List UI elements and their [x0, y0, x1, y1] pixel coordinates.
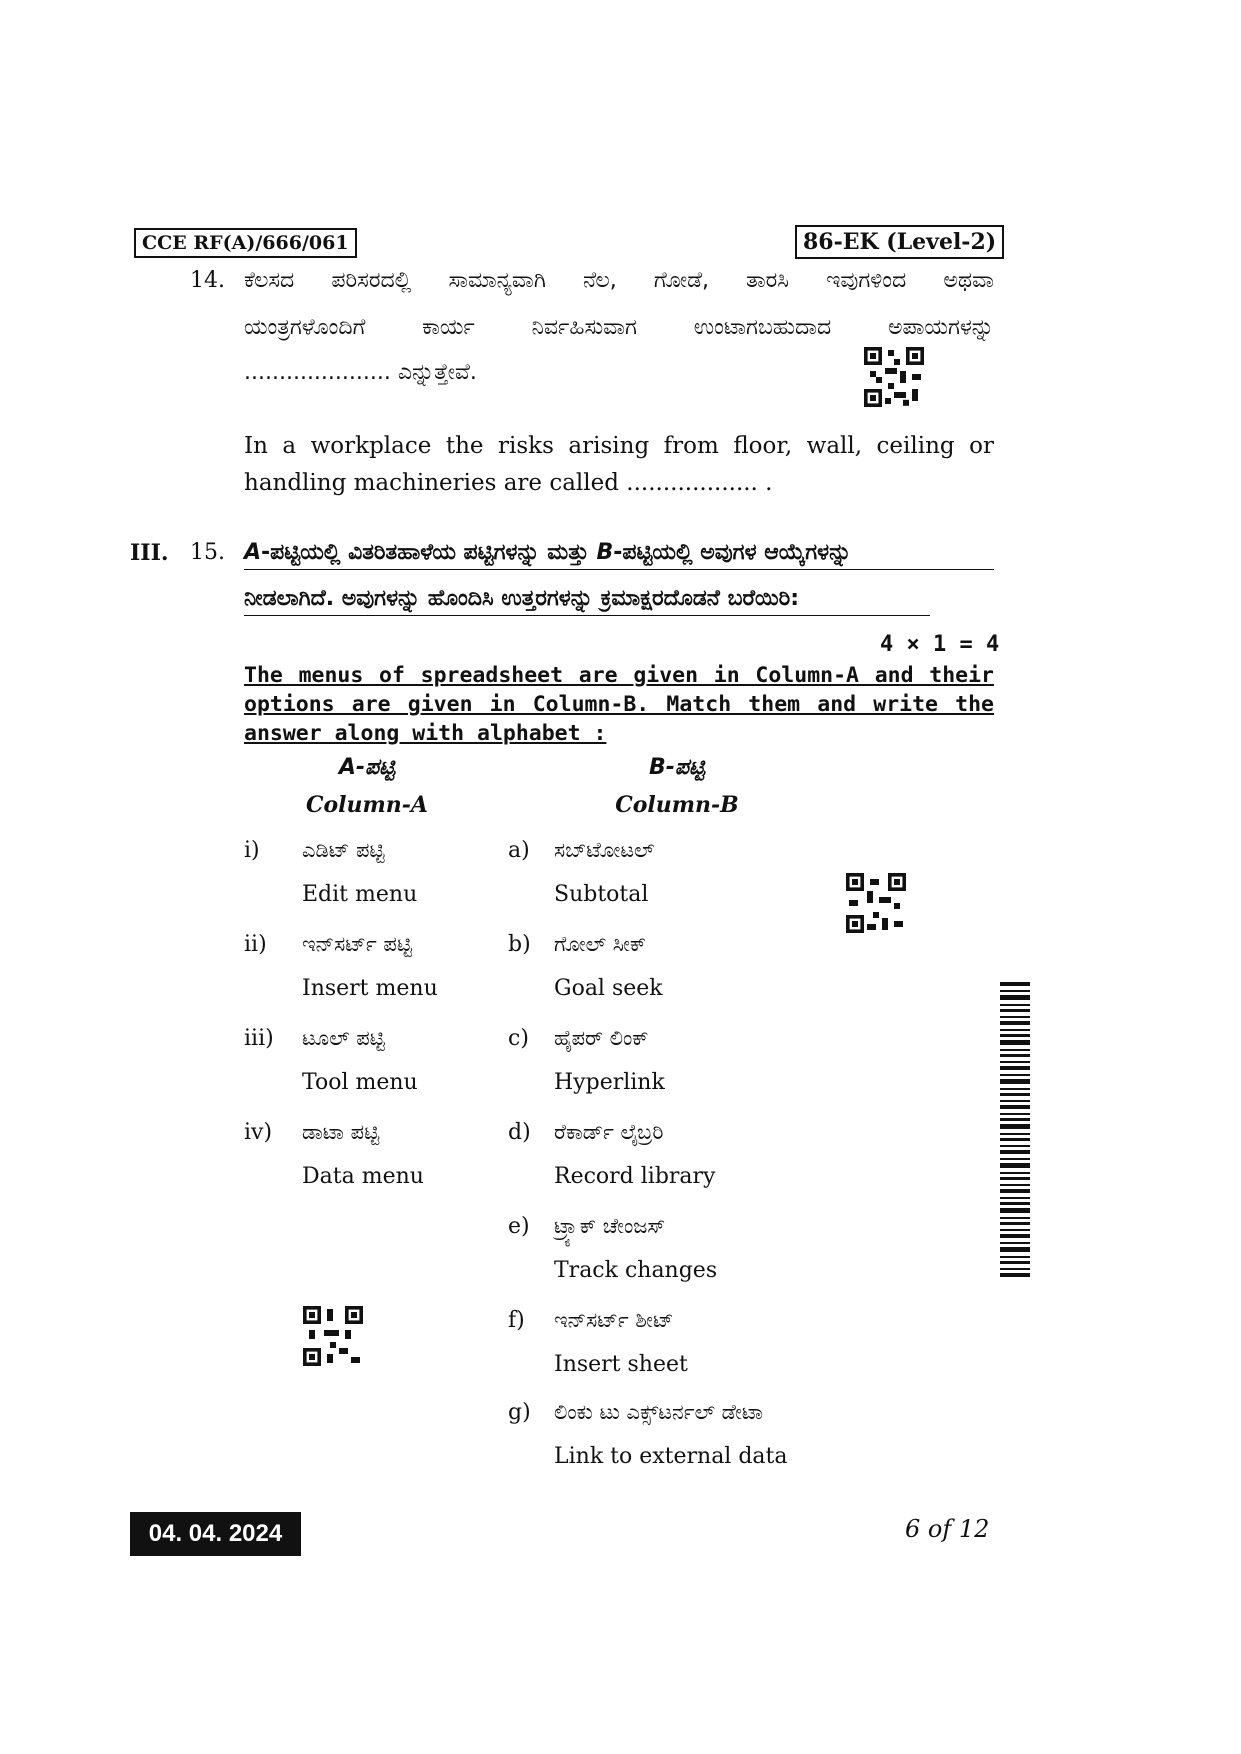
column-b-heading: Column-B [615, 792, 739, 818]
column-b-item-english: Insert sheet [554, 1352, 688, 1377]
column-a-item-english: Insert menu [302, 976, 438, 1001]
column-a-item-english: Edit menu [302, 882, 418, 907]
column-b-item-kannada: ರೆಕಾರ್ಡ್ ಲೈಬ್ರರಿ [554, 1120, 664, 1144]
column-b-item-english: Link to external data [554, 1444, 788, 1469]
column-b-item-english: Record library [554, 1164, 716, 1189]
column-a-item-label: i) [244, 838, 260, 863]
column-a-letter: A [244, 540, 262, 565]
column-b-item-kannada: ಟ್ರ್ಯಾಕ್ ಚೇಂಜಸ್ [554, 1214, 666, 1238]
column-b-item-label: c) [508, 1026, 529, 1051]
exam-date: 04. 04. 2024 [130, 1512, 301, 1556]
instruction-line3: answer along with alphabet : [244, 721, 607, 746]
question-14-kannada-line3: ..................... ಎನ್ನುತ್ತೇವೆ. [244, 360, 477, 385]
column-b-item-english: Subtotal [554, 882, 649, 907]
question-14-kannada-line2: ಯಂತ್ರಗಳೊಂದಿಗೆ ಕಾರ್ಯ ನಿರ್ವಹಿಸುವಾಗ ಉಂಟಾಗಬಹುದಾದ ಅಪಾಯಗಳನ್ನು [244, 315, 994, 340]
column-b-item-kannada: ಗೋಲ್ ಸೀಕ್ [554, 932, 647, 956]
column-a-item-kannada: ಟೂಲ್ ಪಟ್ಟಿ [302, 1026, 385, 1050]
column-b-item-label: a) [508, 838, 530, 863]
barcode-icon [1000, 982, 1030, 1278]
subject-code: 86-EK (Level-2) [795, 225, 1004, 259]
page-number: 6 of 12 [905, 1515, 990, 1543]
column-b-item-kannada: ಇನ್‌ಸರ್ಟ್ ಶೀಟ್ [554, 1308, 674, 1332]
column-a-item-kannada: ಇನ್‌ಸರ್ಟ್ ಪಟ್ಟಿ [302, 932, 413, 956]
marks-allocation: 4 × 1 = 4 [880, 632, 1000, 657]
question-14-english-line2: handling machineries are called .................. . [244, 470, 773, 496]
column-b-item-label: e) [508, 1214, 530, 1239]
column-a-heading: Column-A [305, 792, 428, 818]
paper-code: CCE RF(A)/666/061 [134, 228, 357, 258]
column-b-item-label: g) [508, 1400, 531, 1425]
column-a-item-kannada: ಡಾಟಾ ಪಟ್ಟಿ [302, 1120, 380, 1144]
column-b-item-kannada: ಹೈಪರ್ ಲಿಂಕ್ [554, 1026, 649, 1050]
column-b-item-label: d) [508, 1120, 531, 1145]
question-15-kannada-line1-part2: -ಪಟ್ಟಿಯಲ್ಲಿ ಅವುಗಳ ಆಯ್ಕೆಗಳನ್ನು [613, 540, 852, 565]
column-a-item-label: ii) [244, 932, 267, 957]
question-14-kannada-line1: ಕೆಲಸದ ಪರಿಸರದಲ್ಲಿ ಸಾಮಾನ್ಯವಾಗಿ ನೆಲ, ಗೋಡೆ, ತಾರಸಿ ಇವುಗಳಿಂದ ಅಥವಾ [244, 268, 994, 293]
column-a-item-label: iii) [244, 1026, 274, 1051]
column-b-item-kannada: ಸಬ್‌ಟೋಟಲ್ [554, 838, 655, 862]
column-b-heading-kannada: B-ಪಟ್ಟಿ [649, 755, 705, 780]
column-b-item-english: Hyperlink [554, 1070, 665, 1095]
question-14-number: 14. [190, 268, 225, 293]
qr-code-icon [846, 873, 906, 933]
column-b-item-label: f) [508, 1308, 525, 1333]
question-15-number: 15. [190, 540, 225, 565]
column-b-letter: B [596, 540, 614, 565]
instruction-line1: The menus of spreadsheet are given in Column-A and their [244, 663, 994, 688]
column-a-item-english: Tool menu [302, 1070, 418, 1095]
column-a-heading-kannada: A-ಪಟ್ಟಿ [338, 755, 396, 780]
question-15-kannada-line2: ನೀಡಲಾಗಿದೆ. ಅವುಗಳನ್ನು ಹೊಂದಿಸಿ ಉತ್ತರಗಳನ್ನು ಕ್ರಮಾಕ್ಷರದೊಡನೆ ಬರೆಯಿರಿ: [244, 586, 930, 616]
column-b-item-english: Goal seek [554, 976, 663, 1001]
section-roman-numeral: III. [130, 540, 169, 566]
column-a-item-english: Data menu [302, 1164, 424, 1189]
column-b-item-english: Track changes [554, 1258, 718, 1283]
question-14-english-line1: In a workplace the risks arising from floor, wall, ceiling or [244, 433, 994, 459]
column-b-item-kannada: ಲಿಂಕು ಟು ಎಕ್ಸ್‌ಟರ್ನಲ್ ಡೇಟಾ [554, 1400, 764, 1424]
qr-code-icon [303, 1306, 363, 1366]
qr-code-icon [864, 347, 924, 407]
column-b-item-label: b) [508, 932, 531, 957]
instruction-line2: options are given in Column-B. Match them and write the [244, 692, 994, 717]
question-15-kannada-line1-part1: -ಪಟ್ಟಿಯಲ್ಲಿ ವಿತರಿತಹಾಳೆಯ ಪಟ್ಟಿಗಳನ್ನು ಮತ್ತು [261, 540, 589, 565]
column-a-item-kannada: ಎಡಿಟ್ ಪಟ್ಟಿ [302, 838, 385, 862]
column-a-item-label: iv) [244, 1120, 273, 1145]
question-15-kannada-line1 [244, 540, 994, 570]
